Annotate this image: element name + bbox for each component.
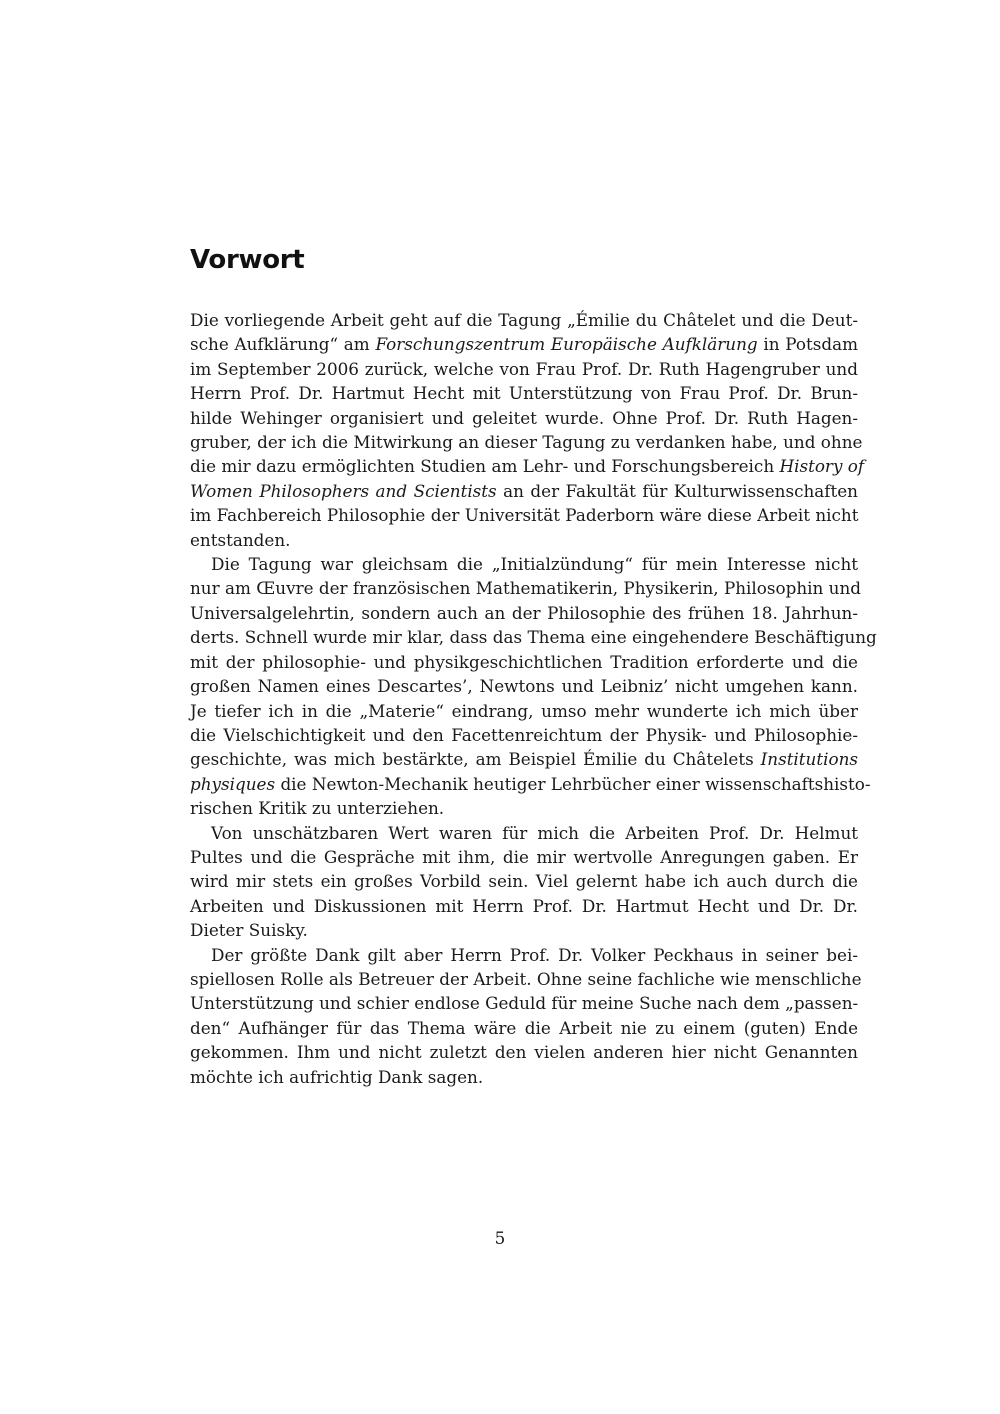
text-segment: Pultes und die Gespräche mit ihm, die mir wertvolle Anregungen gaben. Er [190, 846, 858, 867]
text-line [190, 967, 862, 991]
text-segment: spiellosen Rolle als Betreuer der Arbeit. Ohne seine fachliche wie menschliche [190, 968, 862, 989]
paragraph [190, 821, 858, 943]
text-line [190, 796, 858, 820]
text-segment: Unterstützung und schier endlose Geduld für meine Suche nach dem „passen- [190, 993, 859, 1014]
text-segment: an der Fakultät für Kulturwissenschaften [496, 480, 858, 501]
text-segment: den“ Aufhänger für das Thema wäre die Arbeit nie zu einem (guten) Ende [190, 1017, 858, 1038]
text-segment: Je tiefer ich in die „Materie“ eindrang, umso mehr wunderte ich mich über [190, 700, 858, 721]
text-line [190, 991, 858, 1015]
text-line [190, 601, 858, 625]
body-text [190, 308, 877, 1089]
text-segment: derts. Schnell wurde mir klar, dass das Thema eine eingehendere Beschäftigung [190, 627, 877, 648]
text-line [190, 308, 858, 332]
text-segment: nur am Œuvre der französischen Mathematikerin, Physikerin, Philosophin und [190, 578, 862, 599]
text-segment: in Potsdam [757, 334, 858, 355]
text-segment: möchte ich aufrichtig Dank sagen. [190, 1066, 484, 1087]
text-line [190, 576, 862, 600]
text-line [190, 357, 858, 381]
text-line [190, 1016, 858, 1040]
italic-text: Forschungszentrum Europäische Aufklärung [375, 334, 758, 355]
text-segment: Der größte Dank gilt aber Herrn Prof. Dr. Volker Peckhaus in seiner bei- [211, 944, 858, 965]
text-line [190, 869, 858, 893]
text-line [190, 674, 858, 698]
text-segment: im Fachbereich Philosophie der Universität Paderborn wäre diese Arbeit nicht [190, 505, 859, 526]
text-segment: Herrn Prof. Dr. Hartmut Hecht mit Unterstützung von Frau Prof. Dr. Brun- [190, 383, 858, 404]
italic-text: History of [779, 456, 865, 477]
text-line [190, 699, 858, 723]
text-line [190, 381, 858, 405]
paragraph [190, 943, 862, 1089]
text-segment: Arbeiten und Diskussionen mit Herrn Prof. Dr. Hartmut Hecht und Dr. Dr. [190, 895, 858, 916]
text-segment: rischen Kritik zu unterziehen. [190, 798, 445, 819]
text-line [190, 503, 858, 527]
page-title: Vorwort [190, 245, 305, 275]
text-segment: gekommen. Ihm und nicht zuletzt den vielen anderen hier nicht Genannten [190, 1042, 858, 1063]
text-line [190, 454, 865, 478]
text-segment: die mir dazu ermöglichten Studien am Lehr- und Forschungsbereich [190, 456, 780, 477]
text-line [190, 430, 863, 454]
text-line [190, 406, 858, 430]
text-line [190, 821, 858, 845]
page-number: 5 [494, 1228, 506, 1248]
text-segment: entstanden. [190, 529, 291, 550]
text-segment: Universalgelehrtin, sondern auch an der Philosophie des frühen 18. Jahrhun- [190, 602, 858, 623]
text-line [190, 943, 858, 967]
text-line [190, 894, 858, 918]
text-line [190, 528, 858, 552]
text-line [190, 1040, 858, 1064]
italic-text: Institutions [760, 749, 858, 770]
text-line [190, 650, 858, 674]
text-segment: im September 2006 zurück, welche von Frau Prof. Dr. Ruth Hagengruber und [190, 358, 858, 379]
text-segment: hilde Wehinger organisiert und geleitet wurde. Ohne Prof. Dr. Ruth Hagen- [190, 407, 858, 428]
text-segment: Die Tagung war gleichsam die „Initialzündung“ für mein Interesse nicht [211, 554, 858, 575]
paragraph [190, 308, 865, 552]
text-line [190, 552, 858, 576]
text-line [190, 845, 858, 869]
italic-text: physiques [190, 773, 276, 794]
text-segment: die Newton-Mechanik heutiger Lehrbücher einer wissenschaftshisto- [275, 773, 871, 794]
italic-text: Women Philosophers and Scientists [190, 480, 497, 501]
text-segment: mit der philosophie- und physikgeschichtlichen Tradition erforderte und die [190, 651, 858, 672]
text-segment: geschichte, was mich bestärkte, am Beispiel Émilie du Châtelets [190, 749, 761, 770]
text-segment: gruber, der ich die Mitwirkung an dieser Tagung zu verdanken habe, und ohne [190, 432, 863, 453]
paragraph [190, 552, 877, 820]
text-segment: Von unschätzbaren Wert waren für mich die Arbeiten Prof. Dr. Helmut [211, 822, 858, 843]
text-segment: die Vielschichtigkeit und den Facettenreichtum der Physik- und Philosophie- [190, 724, 858, 745]
text-segment: großen Namen eines Descartes’, Newtons und Leibniz’ nicht umgehen kann. [190, 676, 858, 697]
text-line [190, 479, 858, 503]
text-line [190, 625, 877, 649]
text-line [190, 918, 858, 942]
text-line [190, 747, 858, 771]
text-segment: wird mir stets ein großes Vorbild sein. Viel gelernt habe ich auch durch die [190, 871, 858, 892]
text-line [190, 332, 858, 356]
text-segment: Dieter Suisky. [190, 920, 308, 941]
text-segment: Die vorliegende Arbeit geht auf die Tagung „Émilie du Châtelet und die Deut- [190, 310, 858, 330]
text-line [190, 772, 871, 796]
text-line [190, 723, 858, 747]
text-segment: sche Aufklärung“ am [190, 334, 376, 355]
text-line [190, 1065, 858, 1089]
